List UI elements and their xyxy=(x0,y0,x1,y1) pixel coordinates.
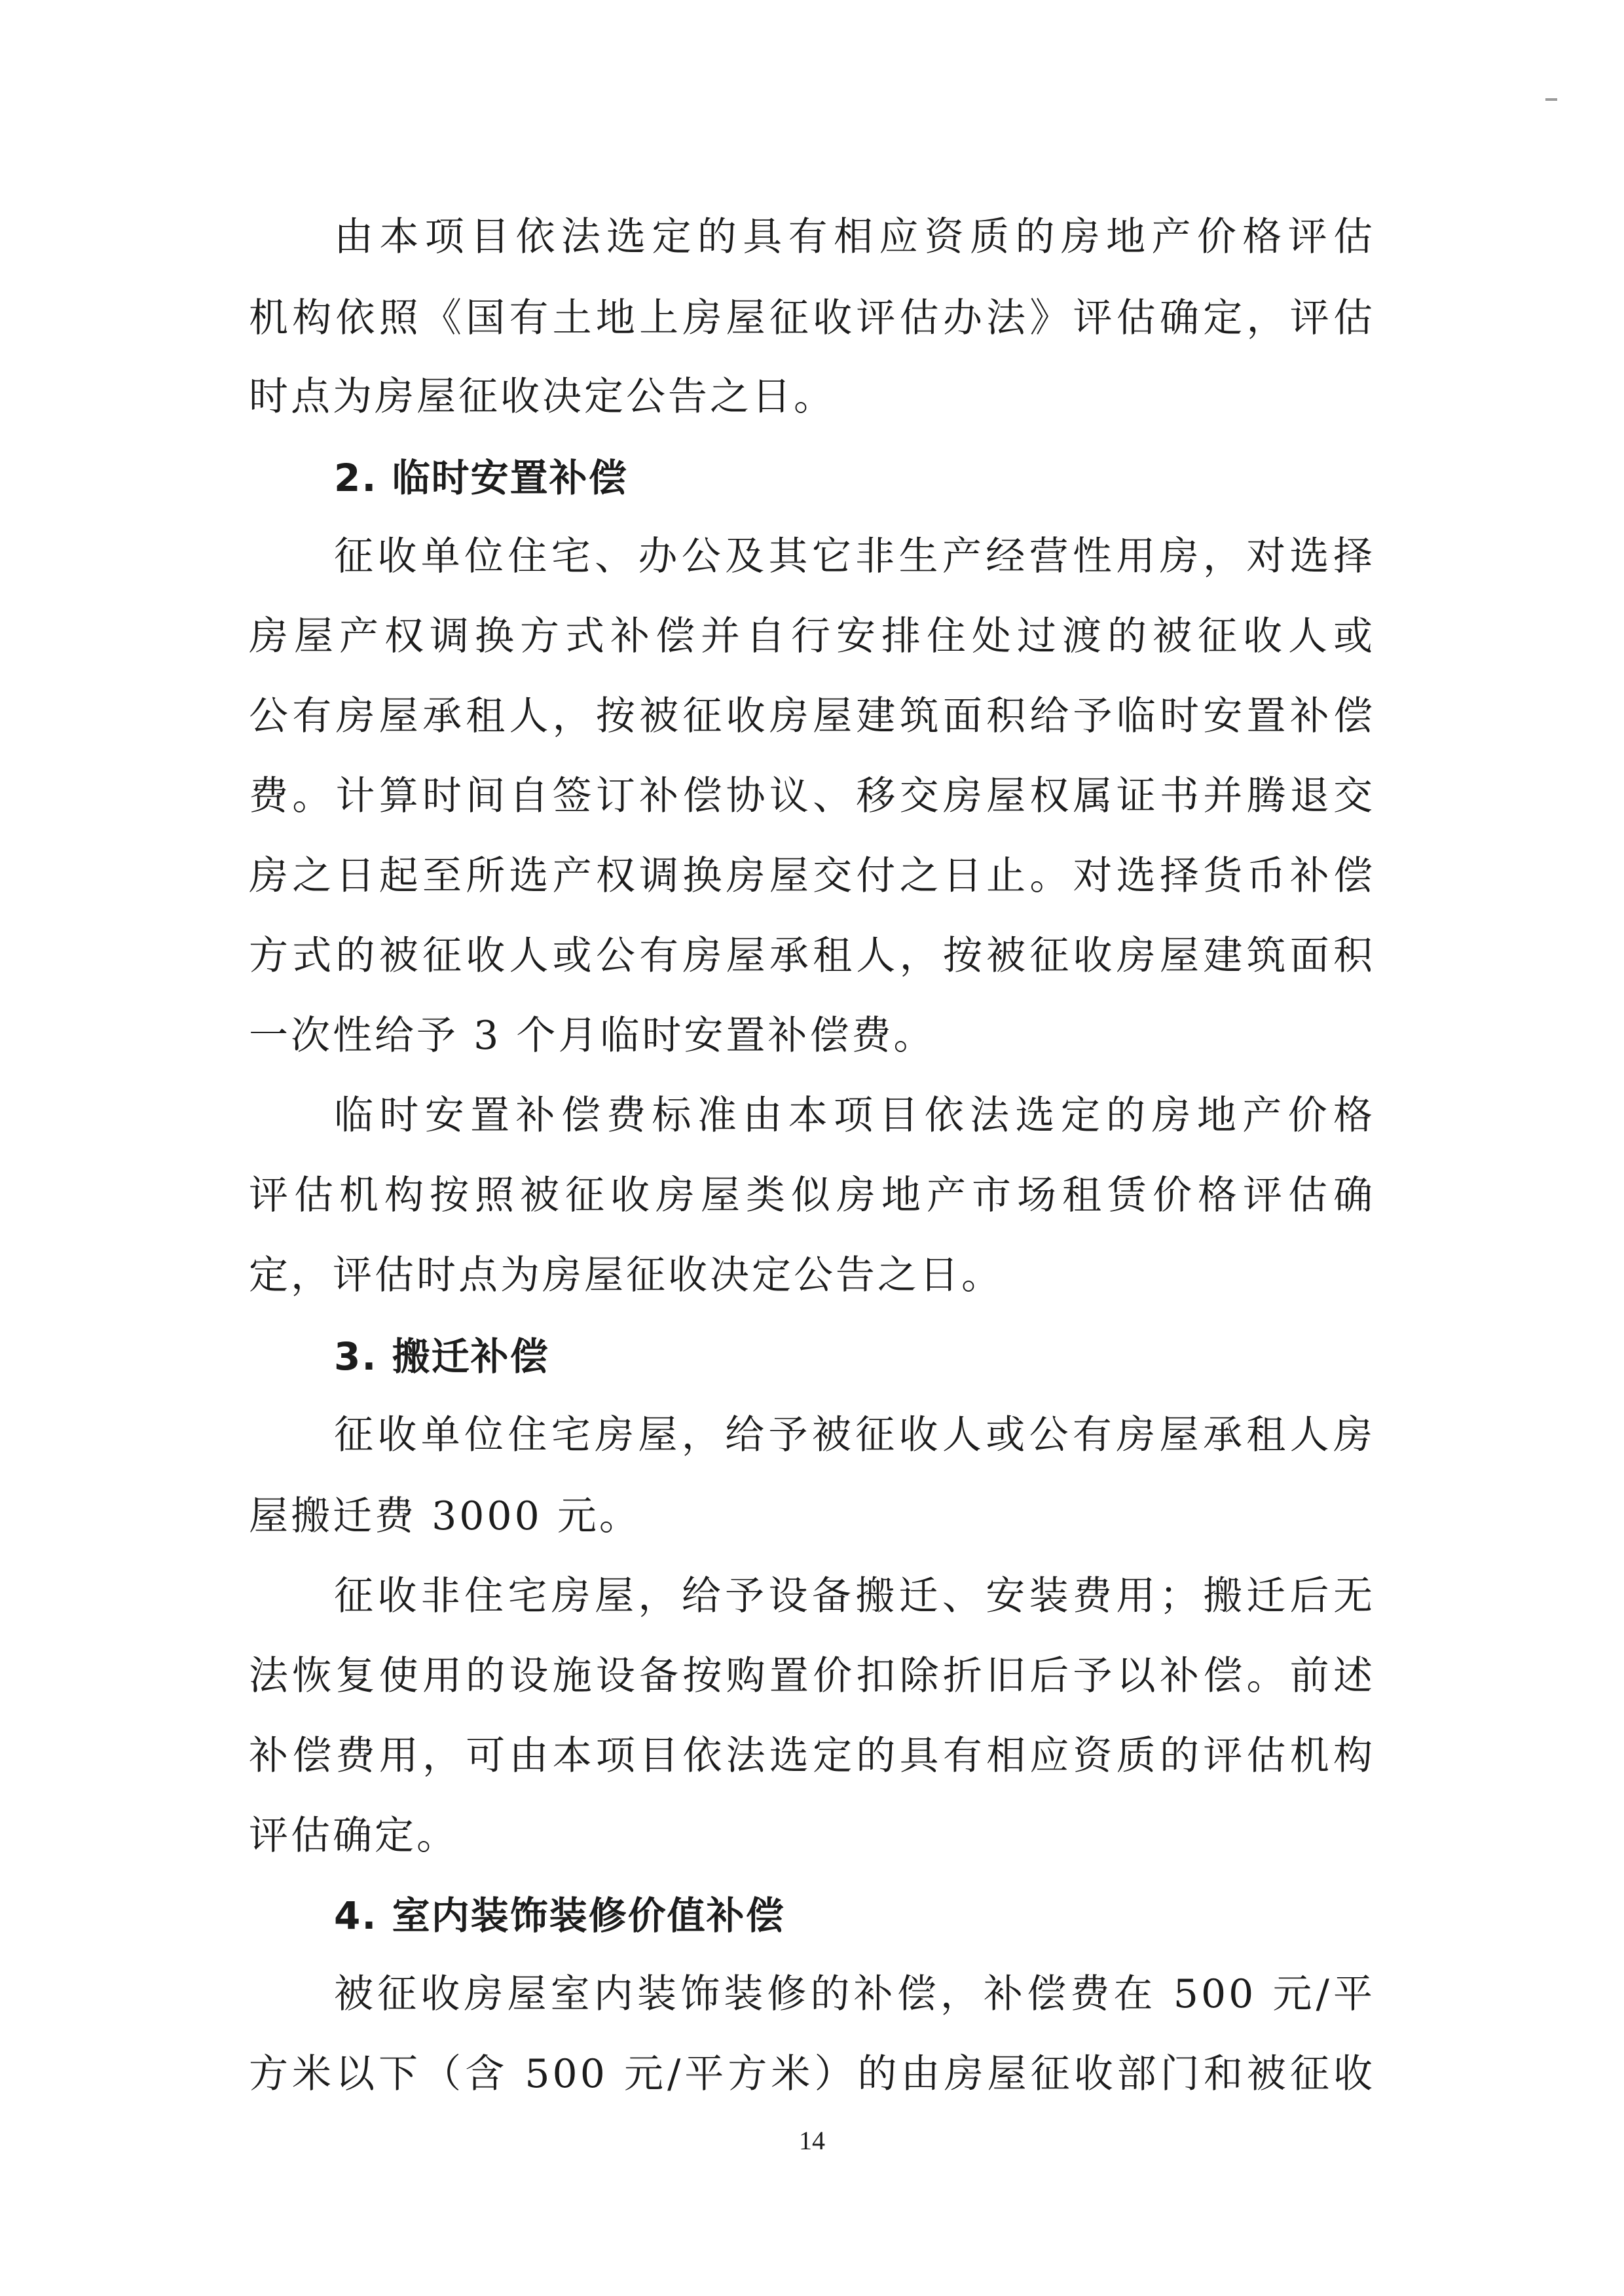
paragraph-line: 评估确定。 xyxy=(249,1813,458,1859)
paragraph-line: 费。计算时间自签订补偿协议、移交房屋权属证书并腾退交 xyxy=(249,773,1375,819)
paragraph-line: 征收非住宅房屋，给予设备搬迁、安装费用；搬迁后无 xyxy=(334,1573,1375,1619)
scan-mark xyxy=(1545,98,1557,101)
paragraph-line: 时点为房屋征收决定公告之日。 xyxy=(249,374,836,420)
paragraph-line: 机构依照《国有土地上房屋征收评估办法》评估确定，评估 xyxy=(249,295,1375,341)
paragraph-line: 房屋产权调换方式补偿并自行安排住处过渡的被征收人或 xyxy=(249,613,1375,659)
paragraph-line: 征收单位住宅房屋，给予被征收人或公有房屋承租人房 xyxy=(334,1412,1375,1458)
paragraph-line: 评估机构按照被征收房屋类似房地产市场租赁价格评估确 xyxy=(249,1173,1375,1218)
paragraph-line: 公有房屋承租人，按被征收房屋建筑面积给予临时安置补偿 xyxy=(249,693,1375,739)
paragraph-line: 征收单位住宅、办公及其它非生产经营性用房，对选择 xyxy=(334,534,1375,579)
paragraph-line: 补偿费用，可由本项目依法选定的具有相应资质的评估机构 xyxy=(249,1733,1375,1779)
paragraph-line: 一次性给予 3 个月临时安置补偿费。 xyxy=(249,1013,936,1059)
paragraph-line: 定，评估时点为房屋征收决定公告之日。 xyxy=(249,1252,1003,1298)
paragraph-line: 屋搬迁费 3000 元。 xyxy=(249,1493,641,1539)
paragraph-line: 被征收房屋室内装饰装修的补偿，补偿费在 500 元/平 xyxy=(334,1971,1375,2017)
page-number: 14 xyxy=(799,2126,825,2155)
paragraph-line: 临时安置补偿费标准由本项目依法选定的房地产价格 xyxy=(334,1093,1375,1139)
section-heading: 4. 室内装饰装修价值补偿 xyxy=(334,1893,785,1938)
paragraph-line: 方式的被征收人或公有房屋承租人，按被征收房屋建筑面积 xyxy=(249,933,1375,979)
section-heading: 3. 搬迁补偿 xyxy=(334,1334,549,1379)
paragraph-line: 法恢复使用的设施设备按购置价扣除折旧后予以补偿。前述 xyxy=(249,1653,1375,1699)
paragraph-line: 由本项目依法选定的具有相应资质的房地产价格评估 xyxy=(334,214,1375,260)
paragraph-line: 方米以下（含 500 元/平方米）的由房屋征收部门和被征收 xyxy=(249,2051,1375,2097)
paragraph-line: 房之日起至所选产权调换房屋交付之日止。对选择货币补偿 xyxy=(249,853,1375,899)
section-heading: 2. 临时安置补偿 xyxy=(334,456,628,500)
